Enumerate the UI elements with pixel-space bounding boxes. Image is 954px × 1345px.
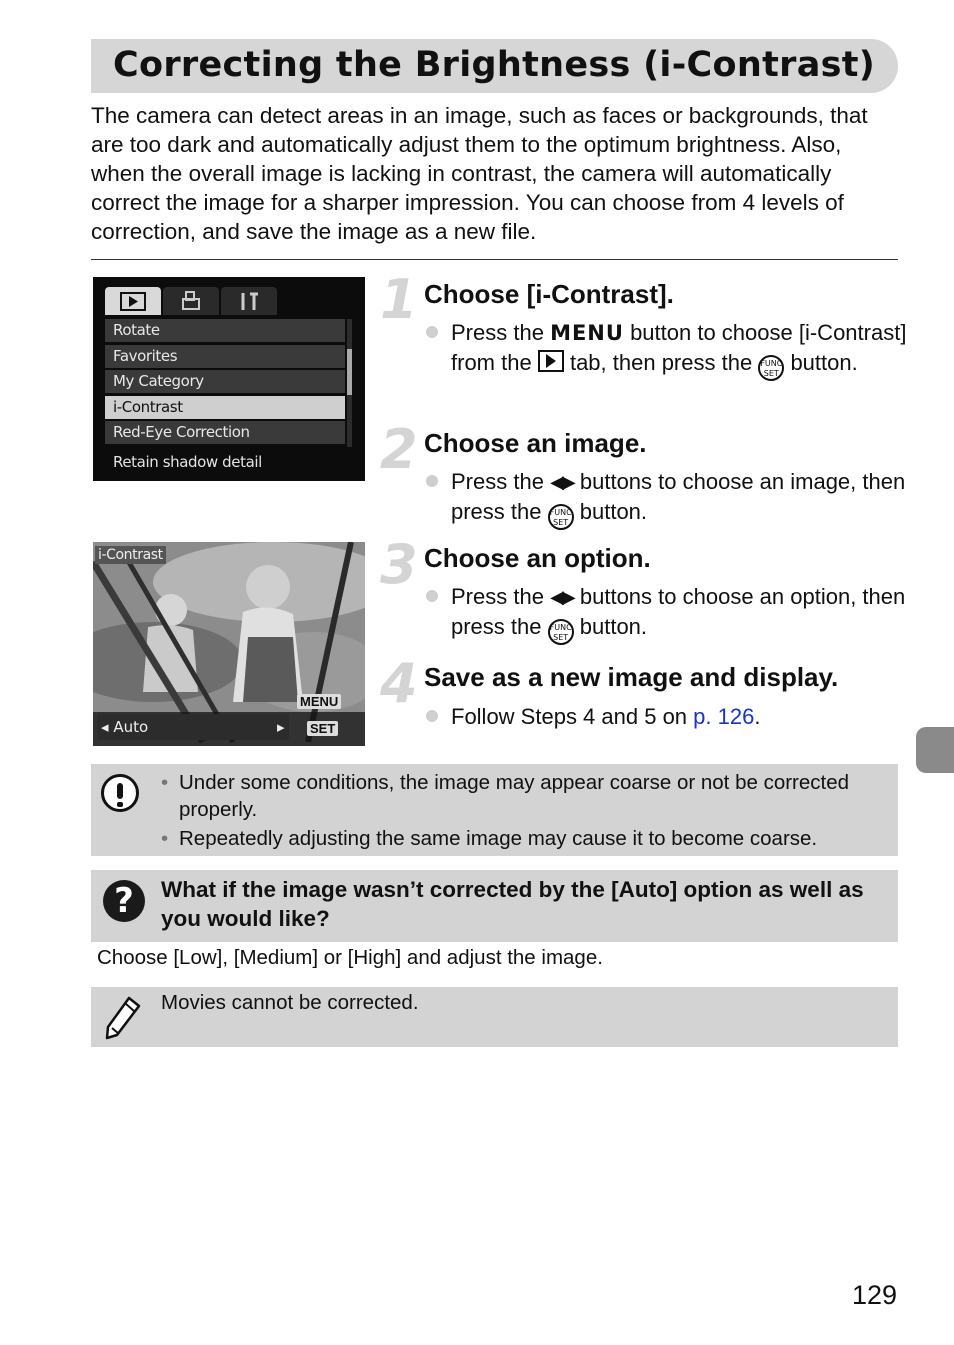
screen-title-label: i-Contrast (95, 546, 166, 564)
menu-item-favorites: Favorites (105, 345, 345, 368)
step-1-bullet: Press the MENU button to choose [i-Contrast] from the tab, then press the FUNC SET button. (424, 318, 921, 381)
question-icon: ? (103, 880, 145, 922)
page-126-link[interactable]: p. 126 (693, 704, 755, 729)
menu-item-my-category: My Category (105, 370, 345, 393)
faq-box (91, 870, 898, 942)
step-3-title: Choose an option. (424, 543, 651, 573)
menu-button-label: MENU (297, 694, 341, 709)
print-tab-icon (163, 287, 219, 315)
page-number: 129 (852, 1280, 898, 1310)
step-4-bullet: Follow Steps 4 and 5 on p. 126. (424, 702, 921, 732)
faq-answer: Choose [Low], [Medium] or [High] and adjust the image. (97, 946, 603, 969)
menu-item-i-contrast: i-Contrast (105, 396, 345, 419)
menu-tabs (105, 287, 279, 315)
step-4-title: Save as a new image and display. (424, 662, 839, 692)
func-set-icon: FUNC SET (548, 504, 574, 530)
step-1-title: Choose [i-Contrast]. (424, 279, 674, 309)
settings-tab-icon (221, 287, 277, 315)
func-set-icon: FUNC SET (758, 355, 784, 381)
caution-item: • Repeatedly adjusting the same image may cause it to become coarse. (161, 827, 818, 850)
step-3-bullet: Press the ◀▶ buttons to choose an option, then press the FUNC SET button. (424, 582, 921, 645)
menu-item-red-eye: Red-Eye Correction (105, 421, 345, 444)
camera-menu-screen (93, 277, 365, 481)
step-1-number: 1 (380, 268, 418, 331)
bullet-dot (426, 326, 438, 338)
set-button-label: SET (307, 721, 338, 736)
menu-list (105, 319, 345, 447)
func-set-icon: FUNC SET (548, 619, 574, 645)
menu-item-rotate: Rotate (105, 319, 345, 342)
step-2-bullet: Press the ◀▶ buttons to choose an image, then press the FUNC SET button. (424, 467, 921, 530)
pencil-icon (103, 995, 143, 1041)
page-title: Correcting the Brightness (i-Contrast) (113, 45, 876, 85)
right-arrow-icon: ▸ (277, 718, 285, 736)
intro-paragraph: The camera can detect areas in an image, such as faces or backgrounds, that are too dark and automatically adjust them to the optimum brightness. Also, when the overall image is lacking in contrast, the camera will automatically correct the image for a sharper impression. You can choose from 4 levels of correction, and save the image as a new file. (91, 103, 868, 244)
step-2-title: Choose an image. (424, 428, 647, 458)
memo-box (91, 987, 898, 1047)
step-3-number: 3 (380, 533, 418, 596)
bullet-dot: • (161, 827, 169, 850)
option-value-text: Auto (113, 718, 149, 736)
menu-scroll-thumb (347, 349, 352, 395)
left-right-arrows-icon: ◀▶ (550, 587, 574, 607)
faq-question: What if the image wasn’t corrected by the [Auto] option as well as you would like? (161, 877, 864, 931)
camera-photo-screen (93, 542, 365, 746)
bullet-dot (426, 710, 438, 722)
bullet-dot: • (161, 771, 169, 794)
option-value: ◂ Auto ▸ (101, 718, 285, 736)
bullet-dot (426, 475, 438, 487)
caution-icon (101, 774, 139, 812)
menu-button-glyph: MENU (550, 321, 624, 345)
playback-icon (538, 350, 564, 372)
left-right-arrows-icon: ◀▶ (550, 472, 574, 492)
chapter-side-tab (916, 727, 954, 773)
menu-status-text: Retain shadow detail (113, 453, 262, 471)
caution-item: • Under some conditions, the image may appear coarse or not be corrected properly. (161, 771, 850, 821)
divider (91, 259, 898, 260)
caution-box (91, 764, 898, 856)
step-2-number: 2 (380, 418, 418, 481)
title-banner (91, 39, 898, 93)
bullet-dot (426, 590, 438, 602)
playback-tab-icon (105, 287, 161, 315)
step-4-number: 4 (380, 652, 418, 715)
memo-text: Movies cannot be corrected. (161, 991, 419, 1014)
